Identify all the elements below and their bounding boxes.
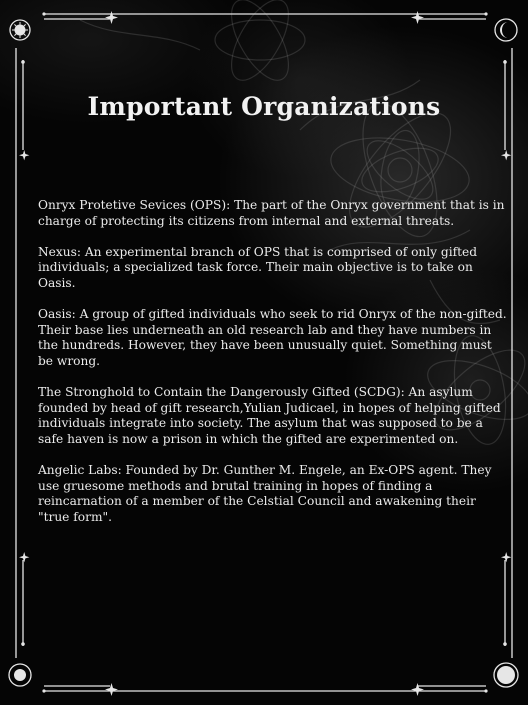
paragraph-nexus: Nexus: An experimental branch of OPS that is comprised of only gifted individuals; a specialized task force. Their main objective is to take on Oasis.	[38, 244, 478, 290]
sparkle-icon	[105, 11, 118, 24]
paragraph-angelic-labs: Angelic Labs: Founded by Dr. Gunther M. Engele, an Ex-OPS agent. They use gruesome methods and brutal training in hopes of finding a reincarnation of a member of the Celstial Council and awakening their "true form".	[38, 463, 492, 524]
crescent-moon-icon	[494, 663, 518, 687]
sun-icon	[10, 20, 30, 40]
paragraph-scdg: The Stronghold to Contain the Dangerously Gifted (SCDG): An asylum founded by head of gift research,Yulian Judicael, in hopes of helping gifted individuals integrate into society. The asylum that was supposed to be a safe haven is now a prison in which the gifted are experimented on.	[38, 385, 501, 446]
page-title: Important Organizations	[87, 92, 441, 121]
sparkle-icon	[501, 552, 511, 562]
sparkle-icon	[501, 150, 511, 160]
sparkle-icon	[19, 552, 29, 562]
paragraph-oasis: Oasis: A group of gifted individuals who seek to rid Onryx of the non-gifted. Their base lies underneath an old research lab and they have numbers in the hundreds. However, they have been unusually quiet. Something must be wrong.	[38, 307, 507, 368]
sparkle-icon	[411, 683, 424, 696]
sparkle-icon	[411, 11, 424, 24]
sparkle-icon	[19, 150, 29, 160]
sparkle-icon	[105, 683, 118, 696]
paragraph-ops: Onryx Protetive Sevices (OPS): The part of the Onryx government that is in charge of protecting its citizens from internal and external threats.	[38, 198, 505, 228]
sun-icon	[9, 664, 31, 686]
organizations-list	[38, 198, 508, 541]
crescent-moon-icon	[495, 19, 517, 41]
